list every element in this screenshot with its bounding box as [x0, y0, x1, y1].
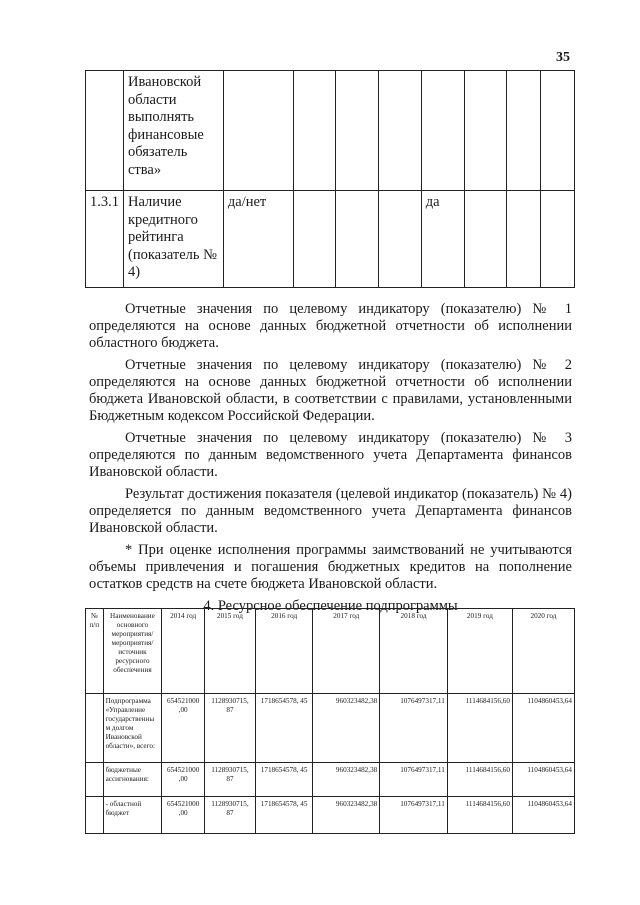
row-num: [86, 763, 104, 797]
indicator-cell: [421, 71, 464, 191]
body-text: [89, 301, 572, 615]
paragraph-footnote: * При оценке исполнения программы заимствований не учитываются объемы привлечения и погашения бюджетных кредитов на пополнение остатков средств на счете бюджета Ивановской области.: [89, 542, 572, 592]
row-value: 1114684156,60: [447, 797, 512, 834]
row-num: [86, 797, 104, 834]
indicator-cell: да: [421, 191, 464, 288]
resource-table: [85, 608, 575, 834]
row-name: бюджетные ассигнования:: [103, 763, 162, 797]
indicator-cell: [507, 191, 541, 288]
row-value: 1128930715, 87: [205, 763, 256, 797]
table-header-row: [86, 609, 575, 694]
indicator-name: Наличие кредитного рейтинга (показатель № 4): [124, 191, 224, 288]
table-row: [86, 694, 575, 763]
table-row: [86, 797, 575, 834]
indicator-cell: [464, 71, 507, 191]
paragraph-indicator-2: Отчетные значения по целевому индикатору (показателю) № 2 определяются на основе данных бюджетной отчетности об исполнении бюджета Ивановской области, в соответствии с правилами, установленными Бюджетным кодексом Российской Федерации.: [89, 357, 572, 424]
row-value: 960323482,38: [313, 797, 380, 834]
row-value: 1076497317,11: [380, 694, 448, 763]
indicator-cell: [379, 191, 422, 288]
indicator-cell: [541, 191, 575, 288]
indicator-cell: [379, 71, 422, 191]
row-value: 1076497317,11: [380, 797, 448, 834]
row-value: 1114684156,60: [447, 763, 512, 797]
indicator-row: [86, 191, 575, 288]
indicator-cell: [541, 71, 575, 191]
header-name: Наименование основного мероприятия/ мероприятия/ источник ресурсного обеспечения: [103, 609, 162, 694]
indicator-cell: [464, 191, 507, 288]
row-value: 1104860453,64: [512, 763, 574, 797]
indicator-row: [86, 71, 575, 191]
row-value: 1128930715, 87: [205, 694, 256, 763]
indicator-table: [85, 70, 575, 288]
page-number: 35: [556, 50, 570, 65]
row-value: 1076497317,11: [380, 763, 448, 797]
row-value: 960323482,38: [313, 763, 380, 797]
row-name: - областной бюджет: [103, 797, 162, 834]
row-value: 1718654578, 45: [255, 797, 312, 834]
row-value: 1104860453,64: [512, 694, 574, 763]
header-year: 2018 год: [380, 609, 448, 694]
indicator-unit: да/нет: [223, 191, 293, 288]
row-value: 960323482,38: [313, 694, 380, 763]
section-title: 4. Ресурсное обеспечение подпрограммы: [203, 598, 458, 614]
row-value: 654521000 ,00: [162, 763, 205, 797]
header-year: 2017 год: [313, 609, 380, 694]
row-value: 1114684156,60: [447, 694, 512, 763]
row-num: [86, 694, 104, 763]
indicator-cell: [507, 71, 541, 191]
header-year: 2020 год: [512, 609, 574, 694]
paragraph-indicator-1: Отчетные значения по целевому индикатору (показателю) № 1 определяются на основе данных бюджетной отчетности об исполнении областного бюджета.: [89, 301, 572, 351]
header-year: 2014 год: [162, 609, 205, 694]
paragraph-indicator-4: Результат достижения показателя (целевой индикатор (показатель) № 4) определяется по данным ведомственного учета Департамента финансов Ивановской области.: [89, 486, 572, 536]
indicator-num: [86, 71, 124, 191]
indicator-unit: [223, 71, 293, 191]
row-value: 654521000 ,00: [162, 797, 205, 834]
indicator-cell: [336, 191, 379, 288]
indicator-cell: [336, 71, 379, 191]
paragraph-indicator-3: Отчетные значения по целевому индикатору (показателю) № 3 определяются по данным ведомственного учета Департамента финансов Ивановской области.: [89, 430, 572, 480]
table-row: [86, 763, 575, 797]
indicator-cell: [293, 71, 336, 191]
header-year: 2015 год: [205, 609, 256, 694]
header-year: 2016 год: [255, 609, 312, 694]
row-value: 1128930715, 87: [205, 797, 256, 834]
indicator-name: Ивановской области выполнять финансовые обязатель ства»: [124, 71, 224, 191]
indicator-cell: [293, 191, 336, 288]
row-value: 654521000 ,00: [162, 694, 205, 763]
row-name: Подпрограмма «Управление государственны м долгом Ивановской области», всего:: [103, 694, 162, 763]
header-year: 2019 год: [447, 609, 512, 694]
header-num: № п/п: [86, 609, 104, 694]
row-value: 1718654578, 45: [255, 694, 312, 763]
row-value: 1718654578, 45: [255, 763, 312, 797]
row-value: 1104860453,64: [512, 797, 574, 834]
indicator-num: 1.3.1: [86, 191, 124, 288]
